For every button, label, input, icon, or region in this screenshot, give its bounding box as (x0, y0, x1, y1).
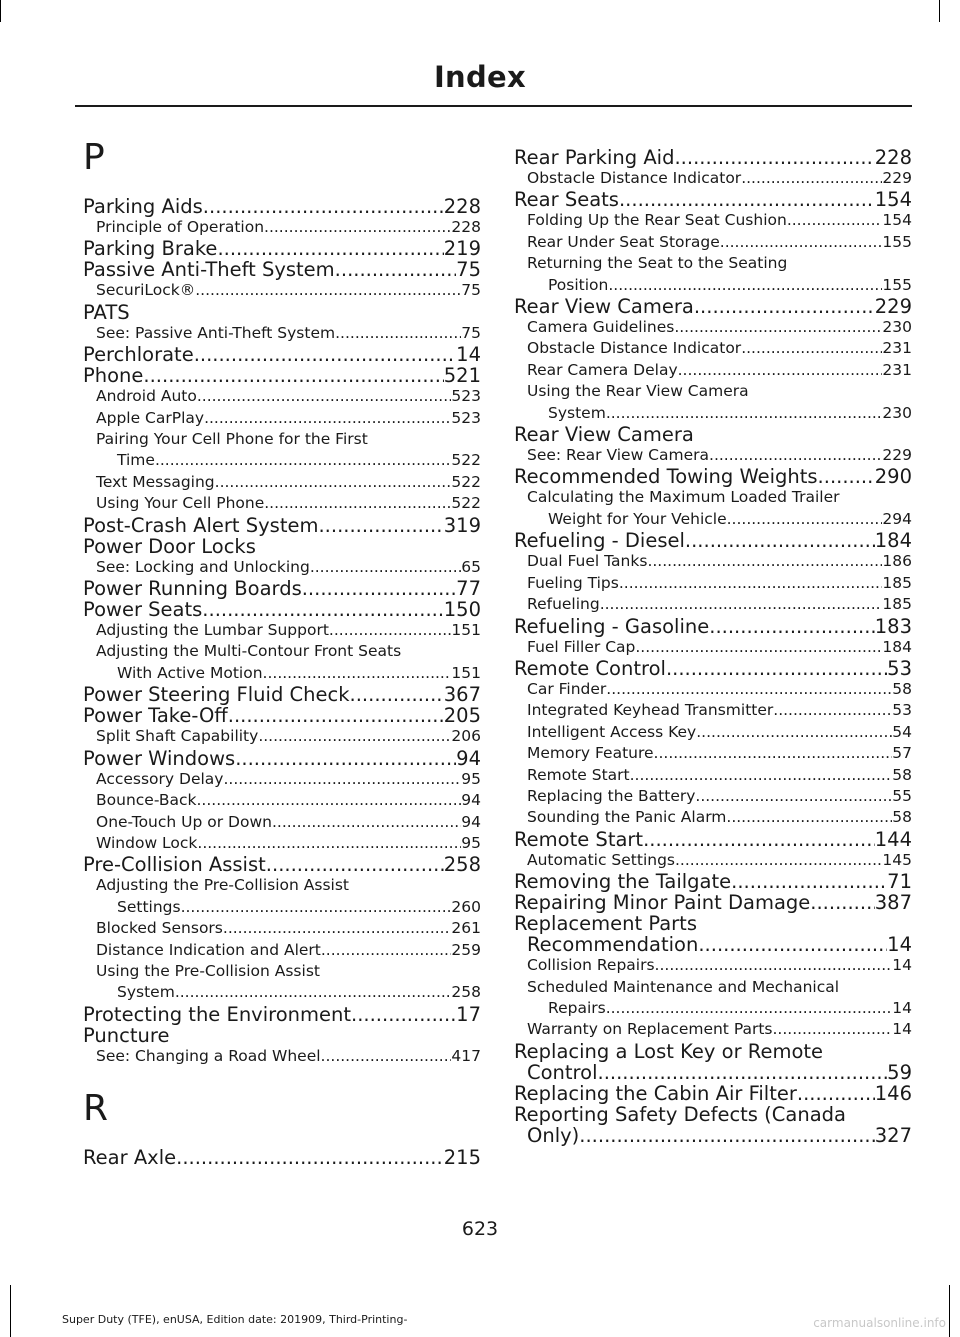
crop-mark (10, 1285, 11, 1337)
index-subentry[interactable]: See: Rear View Camera ..... 229 (514, 445, 912, 466)
index-entry[interactable]: Remote Start ..... 144 (514, 829, 912, 850)
index-subentry[interactable]: System ..... 258 (83, 982, 481, 1003)
index-entry[interactable]: Rear Seats ..... 154 (514, 189, 912, 210)
index-subentry[interactable]: Bounce-Back ..... 94 (83, 790, 481, 811)
index-subentry[interactable]: Adjusting the Lumbar Support ..... 151 (83, 620, 481, 641)
index-entry[interactable]: Recommended Towing Weights ..... 290 (514, 466, 912, 487)
index-subentry[interactable]: System ..... 230 (514, 403, 912, 424)
index-subentry[interactable]: Position ..... 155 (514, 275, 912, 296)
crop-mark (939, 0, 940, 22)
index-entry: Replacement Parts (514, 912, 697, 936)
index-subentry[interactable]: Apple CarPlay ..... 523 (83, 408, 481, 429)
index-subentry[interactable]: Obstacle Distance Indicator ..... 229 (514, 168, 912, 189)
index-subentry[interactable]: See: Locking and Unlocking ..... 65 (83, 557, 481, 578)
index-subentry[interactable]: Remote Start ..... 58 (514, 765, 912, 786)
index-subentry[interactable]: Distance Indication and Alert ..... 259 (83, 940, 481, 961)
index-entry[interactable]: Passive Anti-Theft System ..... 75 (83, 259, 481, 280)
index-subentry[interactable]: Rear Camera Delay ..... 231 (514, 360, 912, 381)
index-subentry: Calculating the Maximum Loaded Trailer (527, 488, 840, 507)
index-entry[interactable]: Parking Aids ..... 228 (83, 196, 481, 217)
watermark: carmanualsonline.info (813, 1316, 946, 1330)
index-entry: Rear View Camera (514, 423, 694, 447)
index-entry[interactable]: Removing the Tailgate ..... 71 (514, 871, 912, 892)
index-entry: Puncture (83, 1023, 170, 1047)
index-column-right (514, 147, 912, 1146)
index-subentry[interactable]: Replacing the Battery ..... 55 (514, 786, 912, 807)
index-entry[interactable]: Parking Brake ..... 219 (83, 238, 481, 259)
index-subentry[interactable]: Dual Fuel Tanks ..... 186 (514, 551, 912, 572)
index-subentry[interactable]: Fueling Tips ..... 185 (514, 573, 912, 594)
index-subentry[interactable]: Refueling ..... 185 (514, 594, 912, 615)
index-subentry[interactable]: Using Your Cell Phone ..... 522 (83, 493, 481, 514)
index-subentry[interactable]: Warranty on Replacement Parts ..... 14 (514, 1019, 912, 1040)
index-entry[interactable]: Rear View Camera ..... 229 (514, 296, 912, 317)
index-subentry[interactable]: Integrated Keyhead Transmitter ..... 53 (514, 700, 912, 721)
index-entry[interactable]: Only) ..... 327 (514, 1125, 912, 1146)
index-subentry[interactable]: Collision Repairs ..... 14 (514, 955, 912, 976)
index-entry: PATS (83, 300, 130, 324)
index-entry[interactable]: Replacing the Cabin Air Filter ..... 146 (514, 1083, 912, 1104)
index-subentry: Adjusting the Pre-Collision Assist (96, 876, 350, 895)
index-entry: Reporting Safety Defects (Canada (514, 1102, 846, 1126)
index-entry[interactable]: Power Steering Fluid Check ..... 367 (83, 684, 481, 705)
index-subentry: Adjusting the Multi-Contour Front Seats (96, 642, 402, 661)
edition-info: Super Duty (TFE), enUSA, Edition date: 201909, Third-Printing- (62, 1313, 408, 1326)
index-subentry: Using the Pre-Collision Assist (96, 961, 320, 980)
index-subentry[interactable]: Fuel Filler Cap ..... 184 (514, 637, 912, 658)
index-subentry[interactable]: Settings ..... 260 (83, 897, 481, 918)
index-entry[interactable]: Remote Control ..... 53 (514, 658, 912, 679)
index-entry[interactable]: Power Running Boards ..... 77 (83, 578, 481, 599)
index-subentry[interactable]: Split Shaft Capability ..... 206 (83, 726, 481, 747)
index-entry[interactable]: Power Take-Off ..... 205 (83, 705, 481, 726)
index-subentry[interactable]: See: Passive Anti-Theft System ..... 75 (83, 323, 481, 344)
index-entry[interactable]: Control ..... 59 (514, 1062, 912, 1083)
index-subentry[interactable]: Time ..... 522 (83, 450, 481, 471)
index-subentry[interactable]: Rear Under Seat Storage ..... 155 (514, 232, 912, 253)
index-entry[interactable]: Rear Axle ..... 215 (83, 1147, 481, 1168)
header-rule (75, 105, 912, 107)
index-entry[interactable]: Pre-Collision Assist ..... 258 (83, 854, 481, 875)
section-letter: R (83, 1088, 109, 1130)
index-subentry[interactable]: Folding Up the Rear Seat Cushion ..... 154 (514, 210, 912, 231)
index-entry[interactable]: Rear Parking Aid ..... 228 (514, 147, 912, 168)
index-subentry[interactable]: Repairs ..... 14 (514, 998, 912, 1019)
index-subentry: Using the Rear View Camera (527, 382, 749, 401)
index-subentry[interactable]: Accessory Delay ..... 95 (83, 769, 481, 790)
index-subentry[interactable]: Automatic Settings ..... 145 (514, 850, 912, 871)
index-subentry[interactable]: Android Auto ..... 523 (83, 386, 481, 407)
page-title: Index (433, 60, 527, 94)
index-entry[interactable]: Repairing Minor Paint Damage ..... 387 (514, 892, 912, 913)
index-subentry: Returning the Seat to the Seating (527, 254, 788, 273)
index-entry[interactable]: Refueling - Gasoline ..... 183 (514, 616, 912, 637)
index-subentry[interactable]: Sounding the Panic Alarm ..... 58 (514, 807, 912, 828)
index-subentry: Pairing Your Cell Phone for the First (96, 430, 368, 449)
index-subentry: Scheduled Maintenance and Mechanical (527, 977, 840, 996)
index-entry[interactable]: Post-Crash Alert System ..... 319 (83, 515, 481, 536)
index-subentry[interactable]: See: Changing a Road Wheel ..... 417 (83, 1046, 481, 1067)
index-subentry[interactable]: One-Touch Up or Down ..... 94 (83, 812, 481, 833)
index-subentry[interactable]: Principle of Operation ..... 228 (83, 217, 481, 238)
index-entry[interactable]: Recommendation ..... 14 (514, 934, 912, 955)
index-subentry[interactable]: Camera Guidelines ..... 230 (514, 317, 912, 338)
index-entry[interactable]: Phone ..... 521 (83, 365, 481, 386)
index-entry: Power Door Locks (83, 534, 256, 558)
index-subentry[interactable]: Memory Feature ..... 57 (514, 743, 912, 764)
index-entry[interactable]: Refueling - Diesel ..... 184 (514, 530, 912, 551)
index-subentry[interactable]: Intelligent Access Key ..... 54 (514, 722, 912, 743)
index-entry[interactable]: Power Seats ..... 150 (83, 599, 481, 620)
crop-mark (949, 1285, 950, 1337)
crop-mark (0, 0, 1, 22)
index-subentry[interactable]: SecuriLock® ..... 75 (83, 280, 481, 301)
index-subentry[interactable]: Blocked Sensors ..... 261 (83, 918, 481, 939)
index-subentry[interactable]: Car Finder ..... 58 (514, 679, 912, 700)
index-entry[interactable]: Protecting the Environment ..... 17 (83, 1004, 481, 1025)
index-entry: Replacing a Lost Key or Remote (514, 1039, 824, 1063)
index-entry[interactable]: Power Windows ..... 94 (83, 748, 481, 769)
index-subentry[interactable]: Weight for Your Vehicle ..... 294 (514, 509, 912, 530)
index-subentry[interactable]: Window Lock ..... 95 (83, 833, 481, 854)
index-subentry[interactable]: Obstacle Distance Indicator ..... 231 (514, 338, 912, 359)
page-number: 623 (461, 1218, 499, 1240)
index-subentry[interactable]: With Active Motion ..... 151 (83, 663, 481, 684)
index-column-left (83, 138, 481, 1168)
section-letter: P (83, 137, 105, 178)
index-subentry[interactable]: Text Messaging ..... 522 (83, 472, 481, 493)
index-entry[interactable]: Perchlorate ..... 14 (83, 344, 481, 365)
